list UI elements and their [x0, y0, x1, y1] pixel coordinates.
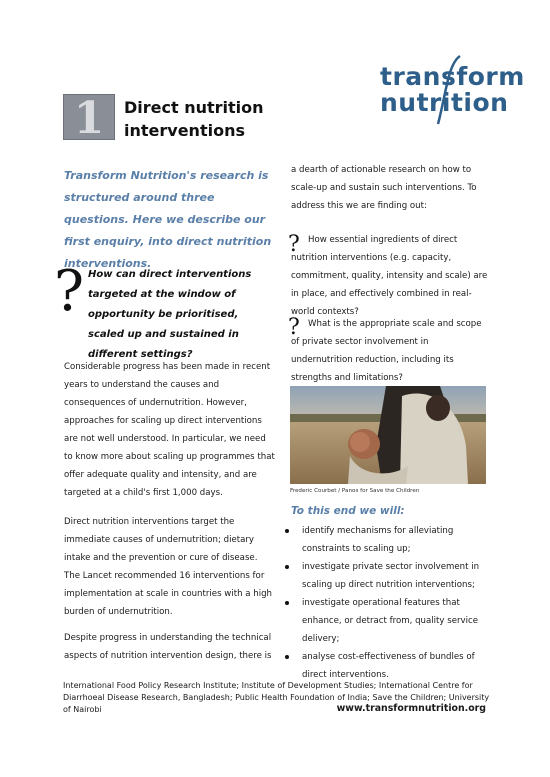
mother-and-child-photo	[290, 386, 486, 484]
list-item-text: identify mechanisms for alleviating constraints to scaling up;	[302, 526, 454, 554]
bullet-icon	[285, 601, 289, 605]
main-question: How can direct interventions targeted at the window of opportunity be prioritised, scaled up and sustained in different settings?	[88, 269, 252, 360]
list-item-text: investigate private sector involvement in scaling up direct nutrition interventions;	[302, 562, 480, 590]
section-number-badge	[63, 93, 115, 144]
action-list	[281, 522, 493, 684]
paragraph-direct-interventions: Direct nutrition interventions target the immediate causes of undernutrition; dietary intake and the prevention or cure of disease. The Lancet recommended 16 interventions for implementation at scale in countries with a high burden of undernutrition.	[64, 517, 272, 617]
logo-line2: nutrition	[380, 88, 509, 117]
intro-text: Transform Nutrition's research is structured around three questions. Here we describe our first enquiry, into direct nutrition interventions.	[64, 169, 272, 270]
logo-line1: transform	[380, 62, 525, 91]
section-heading: To this end we will:	[291, 505, 405, 517]
list-item	[281, 648, 493, 684]
sub-question-private-sector: What is the appropriate scale and scope of private sector involvement in undernutrition reduction, including its strengths and limitations?	[291, 319, 482, 383]
bullet-icon	[285, 565, 289, 569]
paragraph-progress: Considerable progress has been made in recent years to understand the causes and consequences of undernutrition. However, approaches for scaling up direct interventions are not well understood. In particular, we need to know more about scaling up programmes that offer adequate quality and intensity, and are targeted at a child's first 1,000 days.	[64, 362, 275, 498]
list-item-text: investigate operational features that enhance, or detract from, quality service delivery;	[302, 598, 479, 644]
page-title-line2: interventions	[124, 121, 245, 140]
question-mark-icon: ?	[54, 259, 85, 324]
question-mark-icon: ?	[288, 232, 300, 257]
bullet-icon	[285, 529, 289, 533]
list-item-text: analyse cost-effectiveness of bundles of direct interventions.	[302, 652, 475, 680]
paragraph-despite-progress: Despite progress in understanding the technical aspects of nutrition intervention design, there is	[64, 633, 272, 661]
section-number: 1	[73, 93, 105, 144]
paragraph-dearth: a dearth of actionable research on how to scale-up and sustain such interventions. To address this we are finding out:	[291, 165, 477, 211]
page-title	[124, 96, 264, 142]
list-item	[281, 558, 493, 594]
logo-slash-icon	[434, 54, 464, 126]
list-item	[281, 522, 493, 558]
bullet-icon	[285, 655, 289, 659]
transform-nutrition-logo	[380, 54, 525, 124]
partners-footer: International Food Policy Research Institute; Institute of Development Studies; International Centre for Diarrhoeal Disease Research, Bangladesh; Public Health Foundation of India; Save the Children; University of Nairobi	[63, 681, 490, 714]
sub-question-ingredients: How essential ingredients of direct nutrition interventions (e.g. capacity, commitment, quality, intensity and scale) are in place, and effectively combined in real-world contexts?	[291, 235, 488, 317]
page-title-line1: Direct nutrition	[124, 98, 264, 117]
list-item	[281, 594, 493, 648]
question-mark-icon: ?	[288, 315, 300, 340]
website-link[interactable]: www.transformnutrition.org	[336, 703, 486, 714]
photo-caption: Frederic Courbet / Panos for Save the Children	[290, 488, 420, 494]
